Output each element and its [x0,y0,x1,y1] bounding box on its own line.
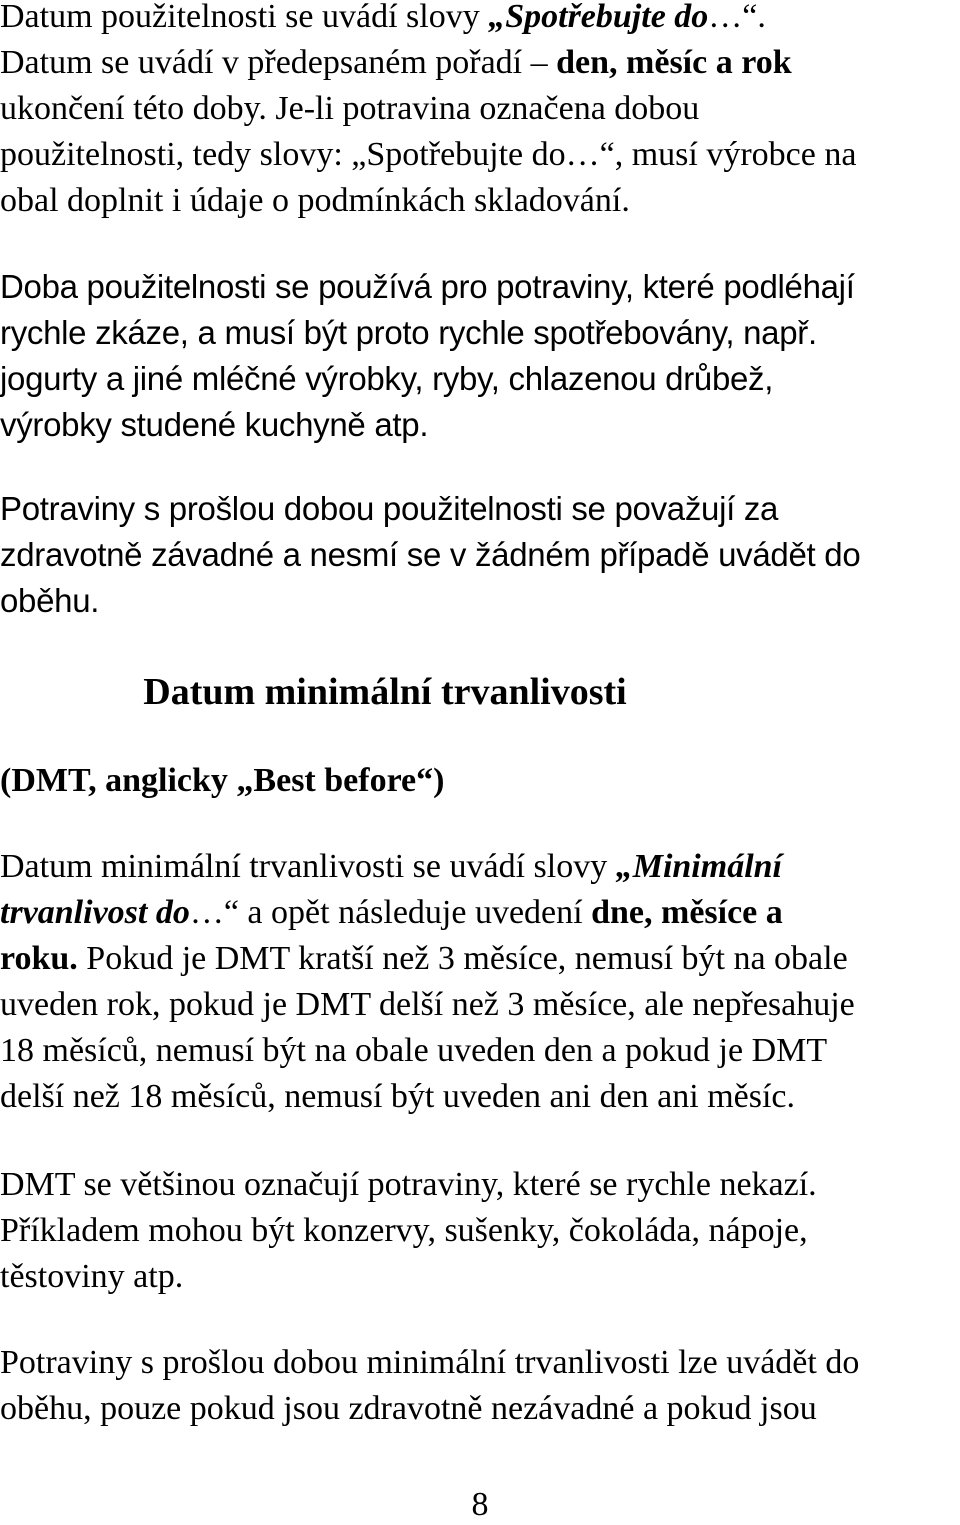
text-line: roku. Pokud je DMT kratší než 3 měsíce, nemusí být na obale [0,940,848,977]
paragraph-dmt-expired [0,1340,960,1432]
text-line: Doba použitelnosti se používá pro potraviny, které podléhají [0,268,855,305]
text-line: Potraviny s prošlou dobou použitelnosti se považují za [0,490,779,527]
text-line: Potraviny s prošlou dobou minimální trvanlivosti lze uvádět do [0,1344,860,1381]
text-line: Datum minimální trvanlivosti se uvádí slovy „Minimální [0,848,782,885]
paragraph-dmt [0,844,960,1120]
section-heading: Datum minimální trvanlivosti [143,671,627,713]
text-line: trvanlivost do…“ a opět následuje uvedení dne, měsíce a [0,894,783,931]
text-line: uveden rok, pokud je DMT delší než 3 měsíce, ale nepřesahuje [0,986,855,1023]
text-line: zdravotně závadné a nesmí se v žádném případě uvádět do [0,536,861,573]
text-line: 18 měsíců, nemusí být na obale uveden den a pokud je DMT [0,1032,828,1069]
text-line: jogurty a jiné mléčné výrobky, ryby, chlazenou drůbež, [0,360,774,397]
text-line: Datum se uvádí v předepsaném pořadí – den, měsíc a rok [0,44,792,81]
text-line: ukončení této doby. Je-li potravina označena dobou [0,90,700,127]
paragraph-perishable [0,264,960,448]
text-line: těstoviny atp. [0,1258,184,1295]
text-line: Příkladem mohou být konzervy, sušenky, čokoláda, nápoje, [0,1212,808,1249]
text-line: použitelnosti, tedy slovy: „Spotřebujte do…“, musí výrobce na [0,136,857,173]
text-line: rychle zkáze, a musí být proto rychle spotřebovány, např. [0,314,817,351]
paragraph-expired [0,486,960,624]
text-line: DMT se většinou označují potraviny, které se rychle nekazí. [0,1166,817,1203]
paragraph-dmt-examples [0,1162,960,1300]
paragraph-use-by [0,0,960,224]
text-line: obal doplnit i údaje o podmínkách skladování. [0,182,630,219]
text-line: oběhu, pouze pokud jsou zdravotně nezávadné a pokud jsou [0,1390,817,1427]
section-subheading: (DMT, anglicky „Best before“) [0,762,445,799]
text-line: delší než 18 měsíců, nemusí být uveden ani den ani měsíc. [0,1078,796,1115]
text-line: výrobky studené kuchyně atp. [0,406,429,443]
page-number: 8 [471,1486,489,1523]
text-line: Datum použitelnosti se uvádí slovy „Spotřebujte do…“. [0,0,766,35]
text-line: oběhu. [0,582,100,619]
